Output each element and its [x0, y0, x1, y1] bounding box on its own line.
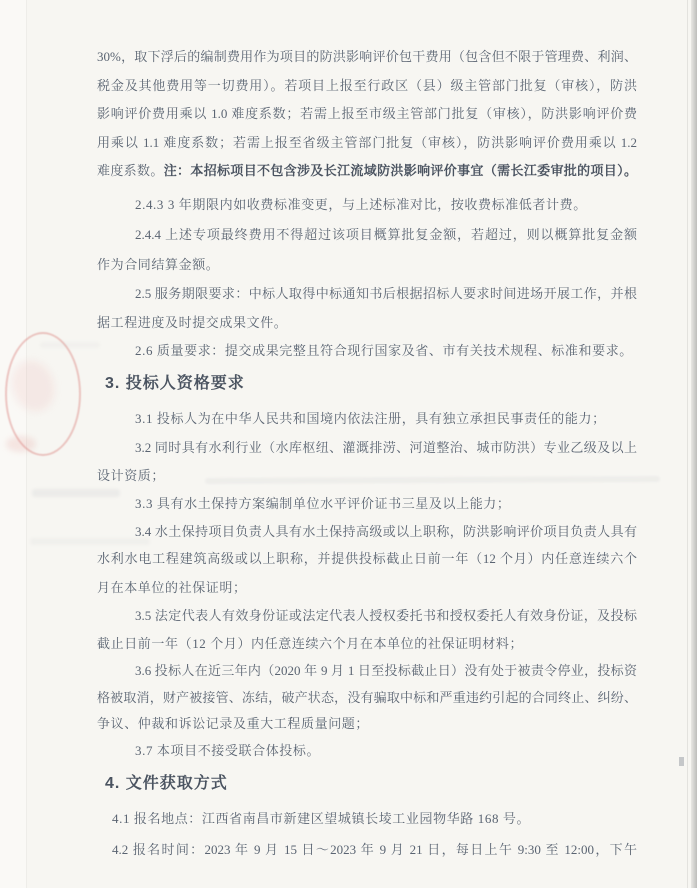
document-lines [97, 43, 637, 864]
text-line [97, 405, 637, 434]
bold-note-text: 注：本招标项目不包含涉及长江流域防洪影响评价事宜（需长江委审批的项目）。 [163, 163, 637, 178]
body-text: 3. 投标人资格要求 [105, 374, 245, 392]
text-line [97, 490, 637, 519]
text-line [97, 462, 637, 491]
text-line [97, 72, 637, 101]
text-line [97, 280, 637, 309]
body-text: 税金及其他费用等一切费用）。若项目上报至行政区（县）级主管部门批复（审核），防洪 [97, 77, 637, 93]
body-text: 2.6 质量要求：提交成果完整且符合现行国家及省、市有关技术规程、标准和要求。 [135, 343, 633, 358]
text-line [97, 434, 637, 463]
text-line [97, 574, 637, 603]
body-text: 设计资质； [97, 467, 166, 483]
body-text: 影响评价费用乘以 1.0 难度系数；若需上报至市级主管部门批复（审核），防洪影响评价费 [97, 106, 637, 121]
text-line [97, 836, 637, 865]
body-text: 3.1 投标人为在中华人民共和国境内依法注册，具有独立承担民事责任的能力； [135, 410, 606, 426]
body-text: 用乘以 1.1 难度系数；若需上报至省级主管部门批复（审核），防洪影响评价费用乘以 1.2 [97, 134, 637, 150]
text-line [97, 518, 637, 547]
text-line [97, 630, 637, 659]
body-text: 作为合同结算金额。 [97, 256, 220, 272]
body-text: 据工程进度及时提交成果文件。 [97, 314, 288, 330]
text-line [97, 684, 637, 713]
text-line [97, 710, 637, 739]
text-line [97, 43, 637, 72]
body-text: 4.1 报名地点：江西省南昌市新建区望城镇长堎工业园物华路 168 号。 [112, 811, 531, 826]
showthrough-smudge [40, 342, 100, 348]
text-line [97, 251, 637, 280]
scan-edge-shadow-right [691, 0, 697, 888]
text-line [97, 129, 637, 158]
body-text: 30%，取下浮后的编制费用作为项目的防洪影响评价包干费用（包含但不限于管理费、利润、 [97, 49, 637, 64]
red-seal-blob [6, 436, 36, 452]
body-text: 3.6 投标人在近三年内（2020 年 9 月 1 日至投标截止日）没有处于被责令停业，投标资 [135, 663, 637, 678]
text-line [97, 657, 637, 686]
scan-speck [679, 757, 684, 766]
body-text: 2.4.4 上述专项最终费用不得超过该项目概算批复金额，若超过，则以概算批复金额 [135, 227, 637, 242]
body-text: 格被取消，财产被接管、冻结，破产状态，没有骗取中标和严重违约引起的合同终止、纠纷、 [97, 689, 637, 705]
body-text: 月在本单位的社保证明； [97, 579, 247, 595]
section-heading [97, 369, 637, 399]
section-heading [97, 769, 637, 799]
text-line [97, 100, 637, 129]
body-text: 难度系数。 [97, 163, 164, 178]
body-text: 水利水电工程建筑高级或以上职称，并提供投标截止日前一年（12 个月）内任意连续六个 [97, 551, 637, 566]
text-line [97, 602, 637, 631]
text-line [97, 157, 637, 186]
text-line [97, 191, 637, 220]
text-line [97, 309, 637, 338]
text-line [97, 737, 637, 766]
body-text: 争议、仲裁和诉讼记录及重大工程质量问题； [97, 716, 370, 731]
text-line [97, 337, 637, 366]
body-text: 3.4 水土保持项目负责人具有水土保持高级或以上职称，防洪影响评价项目负责人具有 [135, 523, 637, 539]
scan-fold-line-right [687, 0, 688, 888]
body-text: 3.7 本项目不接受联合体投标。 [135, 742, 321, 758]
body-text: 4.2 报名时间：2023 年 9 月 15 日～2023 年 9 月 21 日，每日上午 9:30 至 12:00，下午 [112, 841, 637, 857]
body-text: 截止日前一年（12 个月）内任意连续六个月在本单位的社保证明材料； [97, 635, 524, 651]
text-line [97, 221, 637, 250]
body-text: 3.2 同时具有水利行业（水库枢纽、灌溉排涝、河道整治、城市防洪）专业乙级及以上 [135, 440, 637, 455]
body-text: 4. 文件获取方式 [105, 775, 228, 792]
text-line [97, 545, 637, 574]
body-text: 3.5 法定代表人有效身份证或法定代表人授权委托书和授权委托人有效身份证，及投标 [135, 608, 637, 623]
body-text: 3.3 具有水土保持方案编制单位水平评价证书三星及以上能力； [135, 496, 511, 511]
text-line [97, 805, 637, 834]
body-text: 2.5 服务期限要求：中标人取得中标通知书后根据招标人要求时间进场开展工作，并根 [135, 286, 637, 301]
body-text: 2.4.3 3 年期限内如收费标准变更，与上述标准对比，按收费标准低者计费。 [135, 196, 587, 212]
